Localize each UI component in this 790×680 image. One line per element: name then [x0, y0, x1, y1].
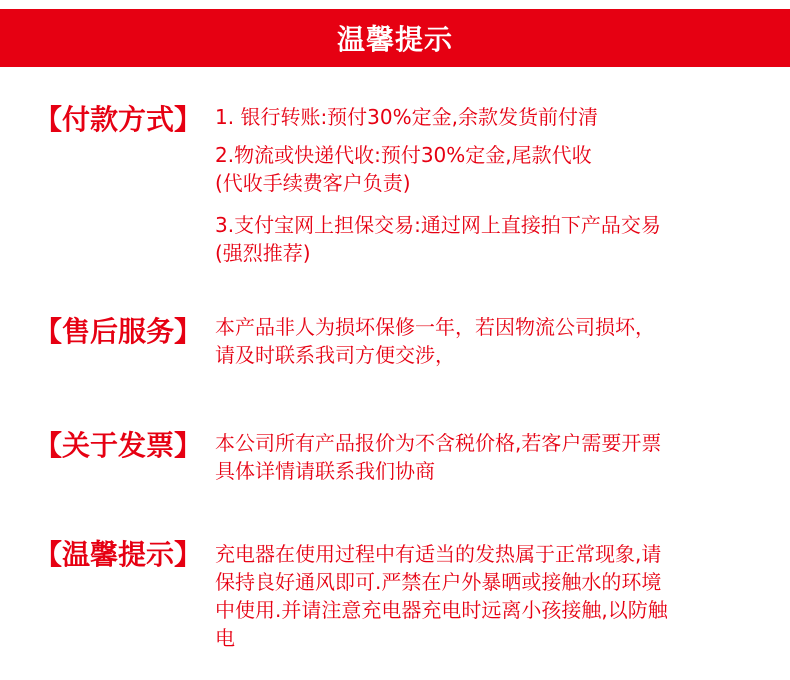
payment-item-3-line-1: 3.支付宝网上担保交易:通过网上直接拍下产品交易	[215, 213, 661, 237]
after-sales-line-2: 请及时联系我司方便交涉，	[215, 343, 455, 367]
tips-line-1: 充电器在使用过程中有适当的发热属于正常现象,请	[215, 542, 662, 566]
after-sales-section-label: 【售后服务】	[34, 315, 203, 348]
payment-section-body	[215, 103, 775, 267]
tips-line-2: 保持良好通风即可.严禁在户外暴晒或接触水的环境	[215, 570, 662, 594]
tips-line-3: 中使用.并请注意充电器充电时远离小孩接触,以防触	[215, 598, 668, 622]
after-sales-section-body	[215, 313, 775, 369]
payment-item-3-line-2: (强烈推荐)	[215, 241, 311, 265]
invoice-section-body	[215, 429, 775, 485]
invoice-line-2: 具体详情请联系我们协商	[215, 459, 435, 483]
payment-item-2-line-2: (代收手续费客户负责)	[215, 171, 411, 195]
header-banner	[0, 9, 790, 67]
invoice-section-label: 【关于发票】	[34, 429, 203, 462]
after-sales-line-1: 本产品非人为损坏保修一年，若因物流公司损坏，	[215, 315, 655, 339]
tips-section-label: 【温馨提示】	[34, 538, 203, 571]
payment-item-2-line-1: 2.物流或快递代收:预付30%定金,尾款代收	[215, 143, 592, 167]
invoice-line-1: 本公司所有产品报价为不含税价格,若客户需要开票	[215, 431, 662, 455]
payment-section-label: 【付款方式】	[34, 103, 203, 136]
payment-item-1: 1. 银行转账:预付30%定金,余款发货前付清	[215, 105, 598, 129]
banner-title: 温馨提示	[336, 23, 453, 56]
tips-line-4: 电	[215, 626, 235, 650]
tips-section-body	[215, 540, 775, 652]
